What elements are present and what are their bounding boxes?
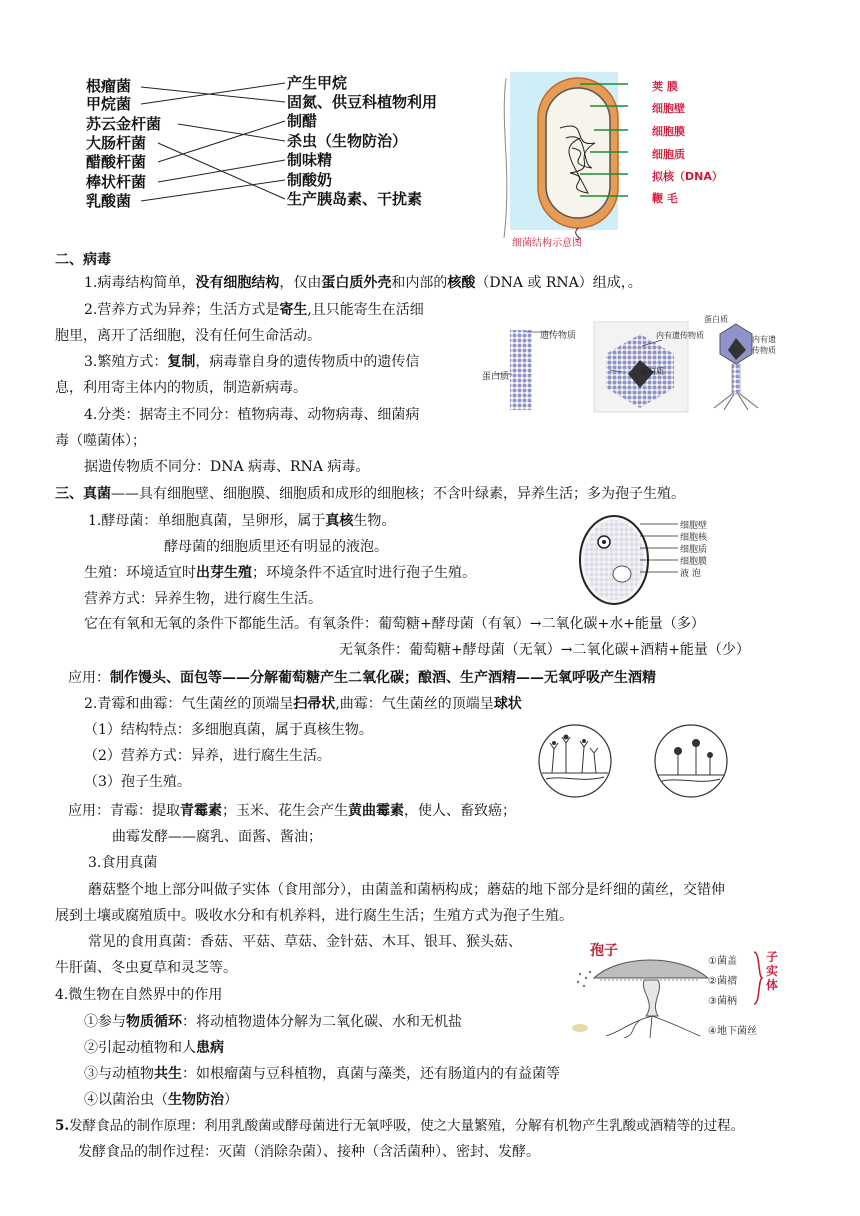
bacteria-caption: 细菌结构示意图 [512,238,582,249]
virus-label: 内有遗传物质 [752,335,776,355]
fruit-body-brace [752,950,764,1006]
mushroom-part: ②菌褶 [708,976,737,987]
yeast-label-lines [640,516,680,586]
yeast-vacuole: 酵母菌的细胞质里还有明显的液泡。 [164,539,388,555]
yeast-reproduction: 生殖：环境适宜时出芽生殖；环境条件不适宜时进行孢子生殖。 [84,565,476,581]
bacteria-label: 荚 膜 [652,80,678,93]
match-left-item: 根瘤菌 [86,77,132,95]
yeast-anaerobic: 无氧条件：葡萄糖+酵母菌（无氧）→二氧化碳+酒精+能量（少） [339,642,750,658]
virus-label: 蛋白质 [704,315,728,324]
mold-structure: （1）结构特点：多细胞真菌，属于真核生物。 [84,722,373,738]
yeast-point-1: 1.酵母菌：单细胞真菌，呈卵形，属于真核生物。 [88,513,396,529]
aspergillus-illustration [650,723,732,799]
virus-point-3: 3.繁殖方式：复制，病毒靠自身的遗传物质中的遗传信 [84,354,420,370]
match-left-item: 醋酸杆菌 [86,153,147,171]
mushroom-description: 蘑菇整个地上部分叫做子实体（食用部分），由菌盖和菌柄构成；蘑菇的地下部分是纤细的菌丝，交错伸 [88,882,725,898]
yeast-label: 细胞质 [680,545,708,555]
virus-point-1: 1.病毒结构简单，没有细胞结构，仅由蛋白质外壳和内部的核酸（DNA 或 RNA）组成，。 [84,275,642,291]
virus-point-4-cont: 毒（噬菌体）； [55,433,146,449]
yeast-label: 液 泡 [680,569,701,579]
edible-fungi-list-cont: 牛肝菌、冬虫夏草和灵芝等。 [55,960,237,976]
mold-application: 应用：青霉：提取青霉素；玉米、花生会产生黄曲霉素，使人、畜致癌； [68,803,516,819]
match-right-item: 制酸奶 [287,171,333,189]
bacteria-label: 细胞壁 [652,102,685,115]
bacteriophage-illustration [700,314,780,414]
virus-point-4: 4.分类：据寄主不同分：植物病毒、动物病毒、细菌病 [84,407,420,423]
microbe-role-4: ④以菌治虫（生物防治） [84,1092,238,1108]
microbe-role-1: ①参与物质循环：将动植物遗体分解为二氧化碳、水和无机盐 [84,1014,462,1030]
match-right-item: 杀虫（生物防治） [287,132,408,150]
edible-fungi-title: 3.食用真菌 [88,855,158,871]
virus-point-3-cont: 息，利用寄主体内的物质，制造新病毒。 [55,380,307,396]
virus-point-2-cont: 胞里，离开了活细胞，没有任何生命活动。 [55,328,321,344]
virus-label: 蛋白质 [640,367,664,376]
match-left-item: 大肠杆菌 [86,134,147,152]
yeast-aerobic: 它在有氧和无氧的条件下都能生活。有氧条件：葡萄糖+酵母菌（有氧）→二氧化碳+水+能量（多） [84,616,705,632]
penicillium-illustration [532,723,618,799]
mushroom-description-cont: 展到土壤或腐殖质中。吸收水分和有机养料，进行腐生生活；生殖方式为孢子生殖。 [55,908,573,924]
mold-nutrition: （2）营养方式：异养，进行腐生生活。 [84,748,331,764]
yeast-application: 应用：制作馒头、面包等——分解葡萄糖产生二氧化碳；酿酒、生产酒精——无氧呼吸产生酒精 [68,670,656,686]
mushroom-part: ③菌柄 [708,996,737,1007]
virus-point-4-classify: 据遗传物质不同分：DNA 病毒、RNA 病毒。 [84,459,370,475]
virus-point-2: 2.营养方式为异养；生活方式是寄生,且只能寄生在活细 [84,302,424,318]
bacteria-label: 细胞膜 [652,125,685,138]
match-right-item: 制醋 [287,112,318,130]
microbe-role-2: ②引起动植物和人患病 [84,1040,224,1056]
edible-fungi-list: 常见的食用真菌：香菇、平菇、草菇、金针菇、木耳、银耳、猴头菇、 [88,934,522,950]
fruit-body-label: 子 实 体 [766,950,779,992]
section-heading-fungi: 三、真菌——具有细胞壁、细胞膜、细胞质和成形的细胞核；不含叶绿素，异养生活；多为孢子生殖。 [55,486,685,502]
fermentation-principle: 5.发酵食品的制作原理：利用乳酸菌或酵母菌进行无氧呼吸，使之大量繁殖，分解有机物产生乳酸或酒精等的过程。 [55,1118,745,1134]
yeast-label: 细胞膜 [680,557,708,567]
yeast-label: 细胞核 [680,533,708,543]
match-right-item: 生产胰岛素、干扰素 [287,190,423,208]
virus-label: 遗传物质 [540,331,577,341]
aspergillus-ferment: 曲霉发酵——腐乳、面酱、酱油； [112,829,322,845]
match-left-item: 苏云金杆菌 [86,115,162,133]
bacteria-label-lines [580,78,630,208]
mushroom-part: ④地下菌丝 [708,1026,757,1037]
microbe-role-heading: 4.微生物在自然界中的作用 [55,987,223,1003]
fermentation-process: 发酵食品的制作过程：灭菌（消除杂菌）、接种（含活菌种）、密封、发酵。 [78,1144,540,1160]
mold-reproduction: （3）孢子生殖。 [84,774,191,790]
match-left-item: 乳酸菌 [86,192,132,210]
yeast-label: 细胞壁 [680,521,708,531]
virus-label: 蛋白质 [482,372,510,382]
bacteria-label: 细胞质 [652,148,685,161]
spore-label: 孢子 [590,943,618,959]
mold-point-2: 2.青霉和曲霉：气生菌丝的顶端呈扫帚状,曲霉：气生菌丝的顶端呈球状 [84,696,522,712]
microbe-role-3: ③与动植物共生：如根瘤菌与豆科植物，真菌与藻类，还有肠道内的有益菌等 [84,1066,560,1082]
bacteria-label: 鞭 毛 [652,192,678,205]
match-left-item: 棒状杆菌 [86,173,147,191]
match-right-item: 产生甲烷 [287,74,348,92]
match-right-item: 固氮、供豆科植物利用 [287,93,438,111]
virus-label: 内有遗传物质 [656,331,704,340]
section-heading-virus: 二、病毒 [55,252,111,268]
mushroom-illustration [570,952,710,1038]
matching-lines [0,0,300,215]
match-left-item: 甲烷菌 [86,95,132,113]
yeast-nutrition: 营养方式：异养生物，进行腐生生活。 [84,591,322,607]
bacteria-label: 拟核（DNA） [652,170,723,183]
match-right-item: 制味精 [287,151,333,169]
mushroom-part: ①菌盖 [708,956,737,967]
